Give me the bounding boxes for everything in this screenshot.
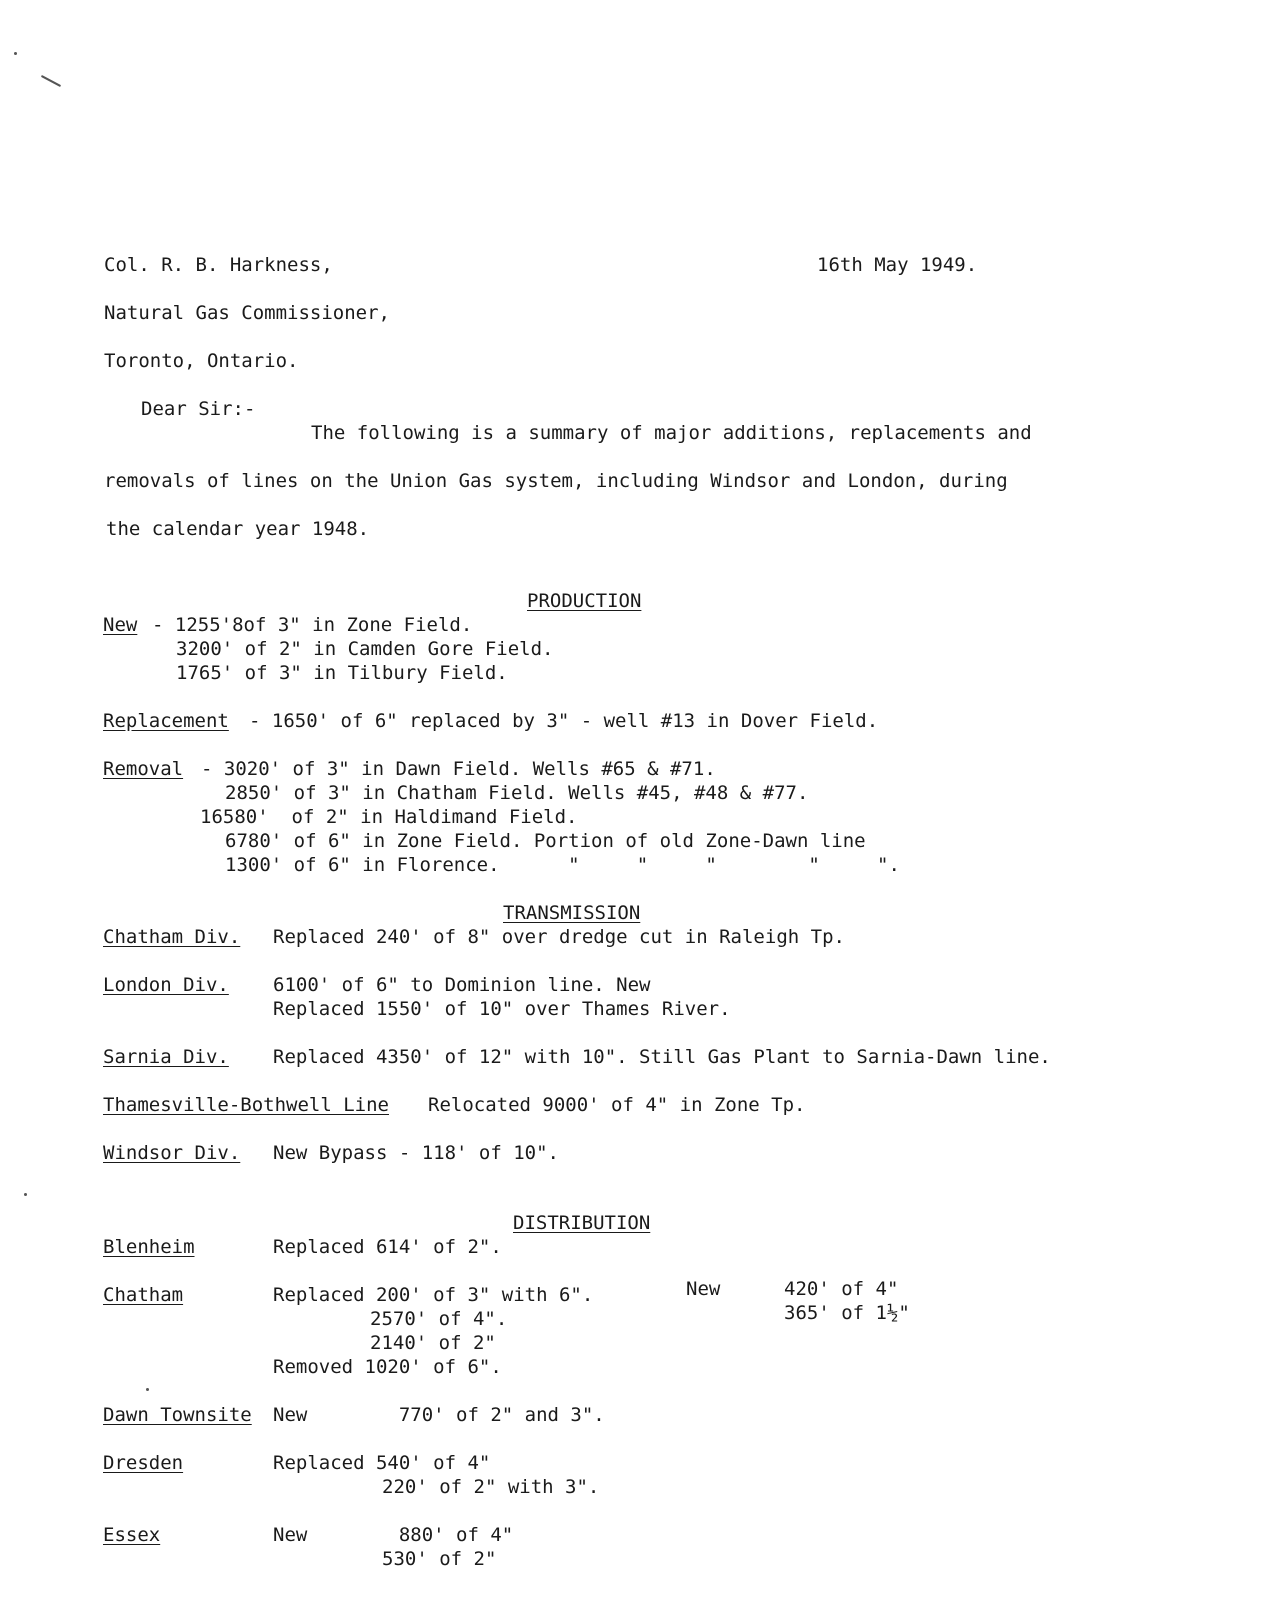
distribution-line: New 770' of 2" and 3". [273, 1404, 605, 1426]
scan-mark [41, 75, 61, 87]
transmission-line: Relocated 9000' of 4" in Zone Tp. [428, 1094, 806, 1116]
removal-line: 6780' of 6" in Zone Field. Portion of old Zone-Dawn line [225, 830, 866, 852]
distribution-label-essex: Essex [103, 1524, 161, 1546]
transmission-label: Thamesville-Bothwell Line [103, 1094, 389, 1116]
distribution-line: 2140' of 2" [370, 1332, 496, 1354]
scan-speck [146, 1388, 149, 1391]
scan-speck [14, 52, 17, 55]
distribution-line: New 880' of 4" [273, 1524, 514, 1546]
transmission-line: Replaced 4350' of 12" with 10". Still Gas Plant to Sarnia-Dawn line. [273, 1046, 1051, 1068]
removal-line: 2850' of 3" in Chatham Field. Wells #45, #48 & #77. [225, 782, 809, 804]
distribution-label-chatham: Chatham [103, 1284, 184, 1306]
scan-speck [24, 1193, 27, 1196]
salutation: Dear Sir:- [141, 398, 256, 420]
transmission-line: 6100' of 6" to Dominion line. New [273, 974, 651, 996]
transmission-line: New Bypass - 118' of 10". [273, 1142, 559, 1164]
chatham-new-line: 420' of 4" [784, 1278, 899, 1300]
addressee-city: Toronto, Ontario. [104, 350, 299, 372]
distribution-line: Removed 1020' of 6". [273, 1356, 502, 1378]
transmission-label: Windsor Div. [103, 1142, 241, 1164]
removal-line: - 3020' of 3" in Dawn Field. Wells #65 & #71. [201, 758, 716, 780]
transmission-label: Sarnia Div. [103, 1046, 229, 1068]
transmission-line: Replaced 240' of 8" over dredge cut in Raleigh Tp. [273, 926, 845, 948]
transmission-label: London Div. [103, 974, 229, 996]
replacement-text: - 1650' of 6" replaced by 3" - well #13 in Dover Field. [249, 710, 879, 732]
removal-label: Removal [103, 758, 184, 780]
removal-line: 16580' of 2" in Haldimand Field. [200, 806, 578, 828]
distribution-label-dawn: Dawn Townsite [103, 1404, 252, 1426]
intro-line-1: The following is a summary of major additions, replacements and [311, 422, 1032, 444]
transmission-line: Replaced 1550' of 10" over Thames River. [273, 998, 731, 1020]
distribution-line: 220' of 2" with 3". [382, 1476, 600, 1498]
addressee: Col. R. B. Harkness, [104, 254, 333, 276]
distribution-label-dresden: Dresden [103, 1452, 184, 1474]
production-heading: PRODUCTION [527, 590, 642, 612]
distribution-label-blenheim: Blenheim [103, 1236, 195, 1258]
production-new-line: - 1255'8of 3" in Zone Field. [152, 614, 473, 636]
production-new-line: 3200' of 2" in Camden Gore Field. [176, 638, 554, 660]
removal-line: 1300' of 6" in Florence. " " " " ". [225, 854, 900, 876]
distribution-line: Replaced 200' of 3" with 6". [273, 1284, 594, 1306]
letter-date: 16th May 1949. [817, 254, 978, 276]
intro-line-2: removals of lines on the Union Gas system, including Windsor and London, during [104, 470, 1008, 492]
production-new-line: 1765' of 3" in Tilbury Field. [176, 662, 508, 684]
distribution-line: Replaced 614' of 2". [273, 1236, 502, 1258]
chatham-new-label: New [686, 1278, 721, 1300]
transmission-heading: TRANSMISSION [503, 902, 641, 924]
distribution-line: 530' of 2" [382, 1548, 497, 1570]
production-new-label: New [103, 614, 138, 636]
distribution-line: 2570' of 4". [370, 1308, 508, 1330]
intro-line-3: the calendar year 1948. [106, 518, 370, 540]
chatham-new-line: 365' of 1½" [784, 1302, 910, 1324]
distribution-line: Replaced 540' of 4" [273, 1452, 491, 1474]
addressee-title: Natural Gas Commissioner, [104, 302, 390, 324]
replacement-label: Replacement [103, 710, 229, 732]
transmission-label: Chatham Div. [103, 926, 241, 948]
distribution-heading: DISTRIBUTION [513, 1212, 651, 1234]
